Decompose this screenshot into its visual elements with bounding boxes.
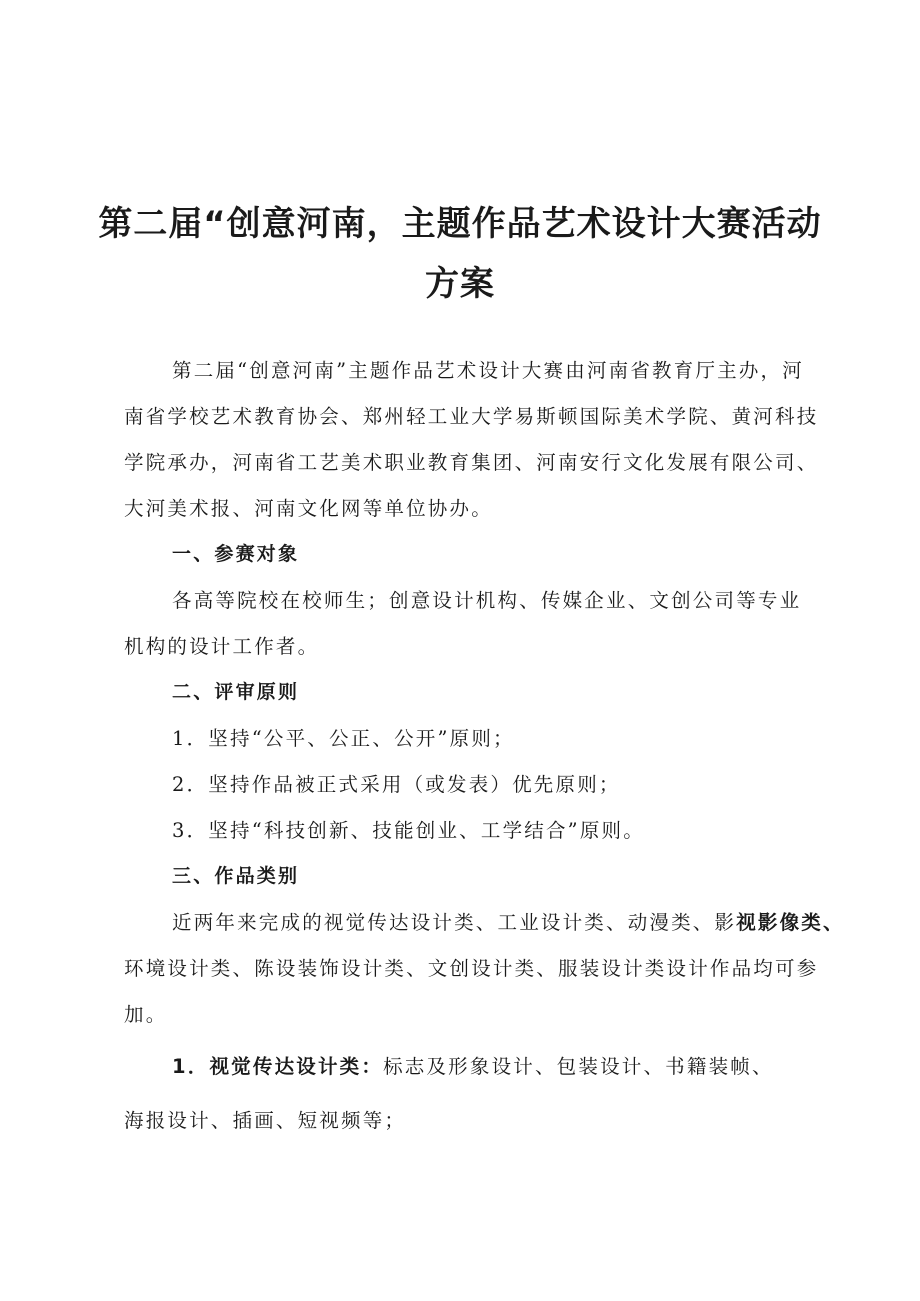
- intro-line-3: 学院承办，河南省工艺美术职业教育集团、河南安行文化发展有限公司、: [124, 451, 819, 474]
- section-3-item-1-text: 标志及形象设计、包装设计、书籍装帧、: [383, 1055, 774, 1078]
- section-3-item-1-label: 1．视觉传达设计类：: [172, 1055, 384, 1078]
- intro-line-4: 大河美术报、河南文化网等单位协办。: [124, 497, 493, 520]
- section-3-line-1-text: 近两年来完成的视觉传达设计类、工业设计类、动漫类、影: [172, 911, 737, 934]
- document-title-line-1: 第二届“创意河南，主题作品艺术设计大赛活动: [98, 204, 822, 244]
- intro-line-1: 第二届“创意河南”主题作品艺术设计大赛由河南省教育厅主办，河: [172, 359, 804, 382]
- section-2-heading: 二、评审原则: [172, 681, 300, 703]
- section-2-item-1: 1．坚持“公平、公正、公开”原则；: [172, 727, 515, 750]
- section-3-line-1-bold: 视影像类、: [736, 911, 845, 934]
- section-3-line-2: 环境设计类、陈设装饰设计类、文创设计类、服装设计类设计作品均可参: [124, 957, 819, 980]
- section-2-item-2: 2．坚持作品被正式采用（或发表）优先原则；: [172, 773, 621, 796]
- section-1-heading: 一、参赛对象: [172, 543, 300, 565]
- section-3-line-3: 加。: [124, 1003, 168, 1026]
- section-2-item-3: 3．坚持“科技创新、技能创业、工学结合”原则。: [172, 819, 645, 842]
- intro-line-2: 南省学校艺术教育协会、郑州轻工业大学易斯顿国际美术学院、黄河科技: [124, 405, 819, 428]
- section-1-line-1: 各高等院校在校师生；创意设计机构、传媒企业、文创公司等专业: [172, 589, 802, 612]
- section-3-line-1: [172, 913, 845, 933]
- section-3-heading: 三、作品类别: [172, 865, 300, 887]
- document-title-line-2: 方案: [425, 264, 495, 304]
- section-3-item-1-continuation: 海报设计、插画、短视频等；: [124, 1109, 407, 1132]
- section-1-line-2: 机构的设计工作者。: [124, 635, 320, 658]
- section-3-item-1: [172, 1057, 774, 1077]
